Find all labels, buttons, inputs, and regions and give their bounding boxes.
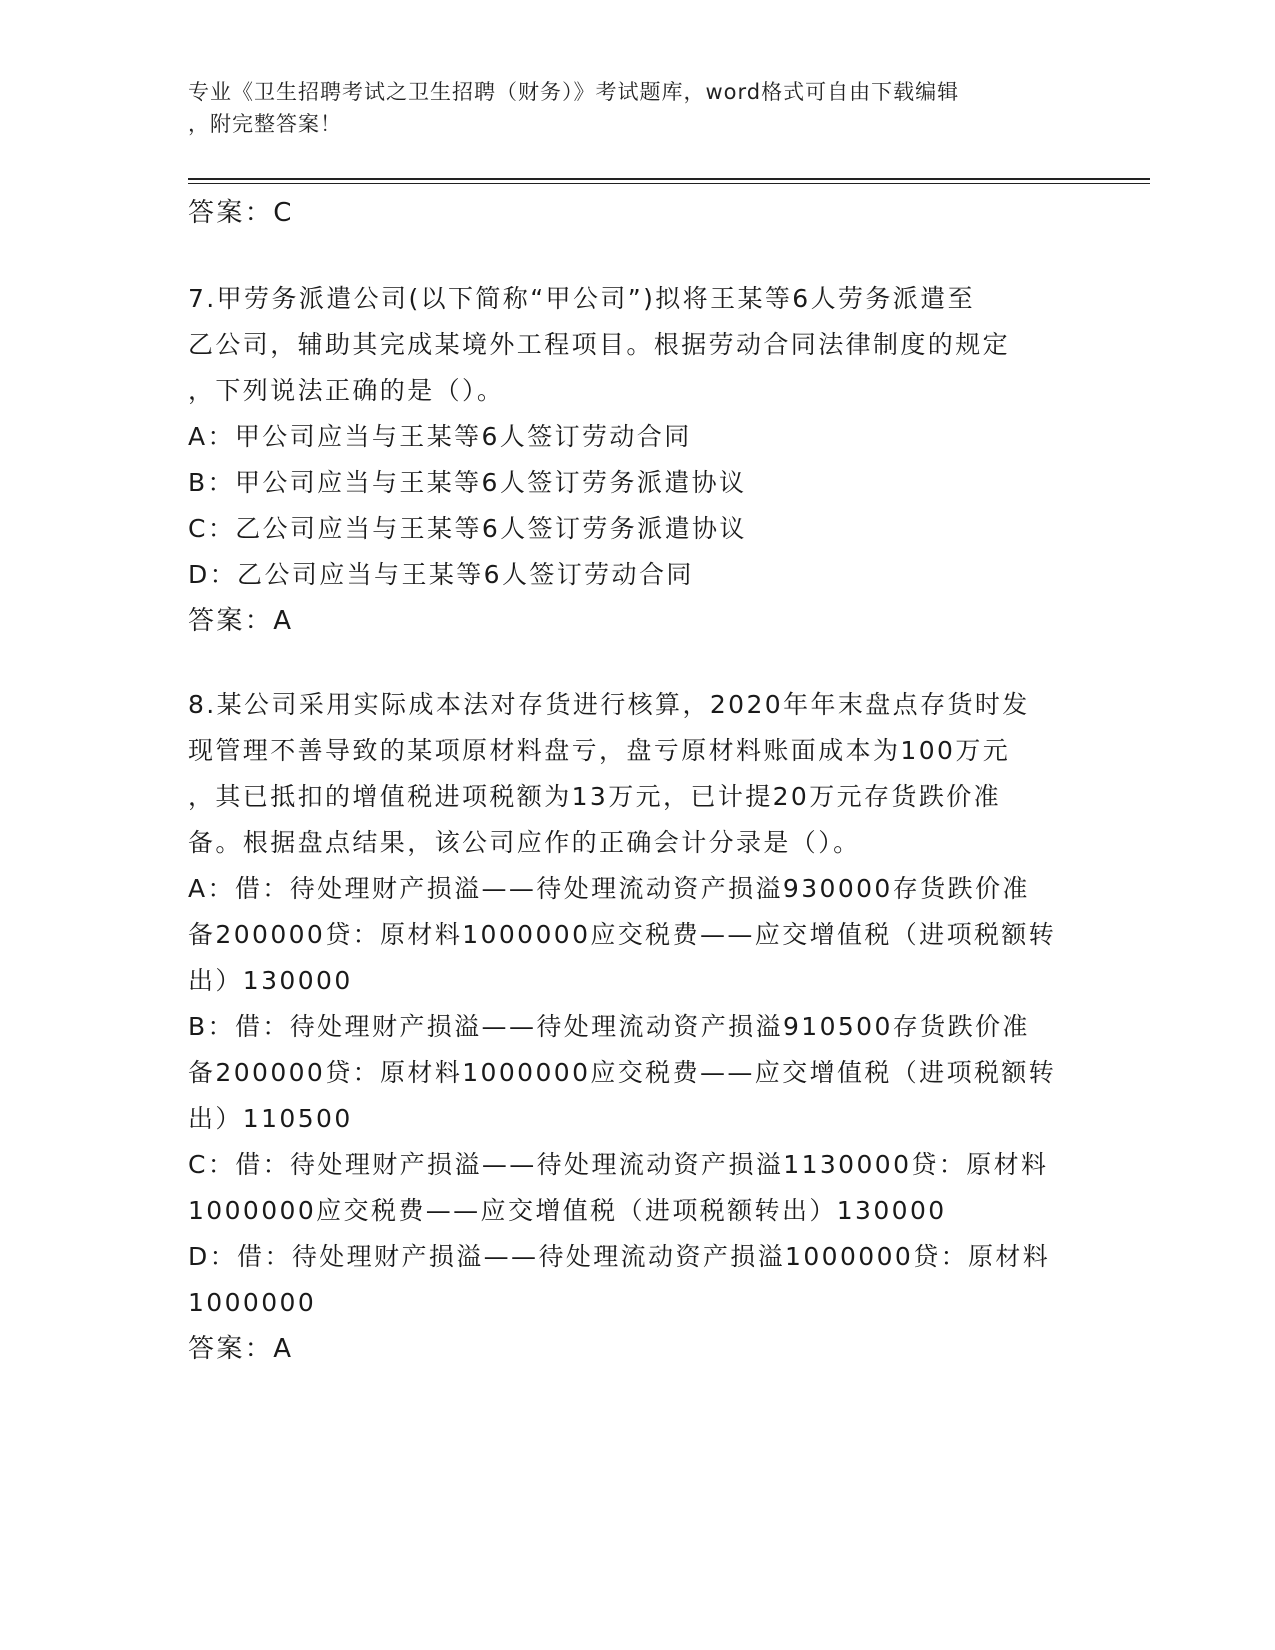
document-body <box>188 190 1088 1372</box>
document-header <box>188 76 1068 140</box>
header-divider-thin <box>188 183 1150 184</box>
question-7-option-b: B：甲公司应当与王某等6人签订劳务派遣协议 <box>188 468 747 497</box>
question-7-line-3: ，下列说法正确的是（）。 <box>188 376 505 405</box>
question-8-option-c-line-1: C：借：待处理财产损溢——待处理流动资产损溢1130000贷：原材料 <box>188 1150 1049 1179</box>
question-8-option-b-line-1: B：借：待处理财产损溢——待处理流动资产损溢910500存货跌价准 <box>188 1012 1030 1041</box>
header-line-1: 专业《卫生招聘考试之卫生招聘（财务）》考试题库，word格式可自由下载编辑 <box>188 80 960 104</box>
question-8-option-b-line-2: 备200000贷：原材料1000000应交税费——应交增值税（进项税额转 <box>188 1058 1057 1087</box>
question-7-line-2: 乙公司，辅助其完成某境外工程项目。根据劳动合同法律制度的规定 <box>188 330 1011 359</box>
question-8-line-3: ，其已抵扣的增值税进项税额为13万元，已计提20万元存货跌价准 <box>188 782 1002 811</box>
question-7-line-1: 7.甲劳务派遣公司(以下简称“甲公司”)拟将王某等6人劳务派遣至 <box>188 284 975 313</box>
question-7-option-c: C：乙公司应当与王某等6人签订劳务派遣协议 <box>188 514 747 543</box>
question-8-option-d-line-2: 1000000 <box>188 1288 317 1317</box>
question-8-option-c-line-2: 1000000应交税费——应交增值税（进项税额转出）130000 <box>188 1196 947 1225</box>
question-8-option-a-line-1: A：借：待处理财产损溢——待处理流动资产损溢930000存货跌价准 <box>188 874 1030 903</box>
question-7-option-d: D：乙公司应当与王某等6人签订劳动合同 <box>188 560 694 589</box>
question-8-option-b-line-3: 出）110500 <box>188 1104 353 1133</box>
question-8-answer: 答案：A <box>188 1334 294 1364</box>
question-8-line-2: 现管理不善导致的某项原材料盘亏，盘亏原材料账面成本为100万元 <box>188 736 1011 765</box>
question-8-option-d-line-1: D：借：待处理财产损溢——待处理流动资产损溢1000000贷：原材料 <box>188 1242 1051 1271</box>
header-divider-thick <box>188 178 1150 180</box>
question-7-option-a: A：甲公司应当与王某等6人签订劳动合同 <box>188 422 692 451</box>
question-8-line-1: 8.某公司采用实际成本法对存货进行核算，2020年年末盘点存货时发 <box>188 690 1030 719</box>
previous-answer: 答案：C <box>188 198 294 228</box>
header-line-2: ，附完整答案！ <box>188 112 342 136</box>
question-7 <box>188 276 1088 644</box>
question-7-answer: 答案：A <box>188 606 294 636</box>
question-8-option-a-line-2: 备200000贷：原材料1000000应交税费——应交增值税（进项税额转 <box>188 920 1057 949</box>
question-8-option-a-line-3: 出）130000 <box>188 966 353 995</box>
question-8 <box>188 682 1088 1372</box>
question-8-line-4: 备。根据盘点结果，该公司应作的正确会计分录是（）。 <box>188 828 861 857</box>
